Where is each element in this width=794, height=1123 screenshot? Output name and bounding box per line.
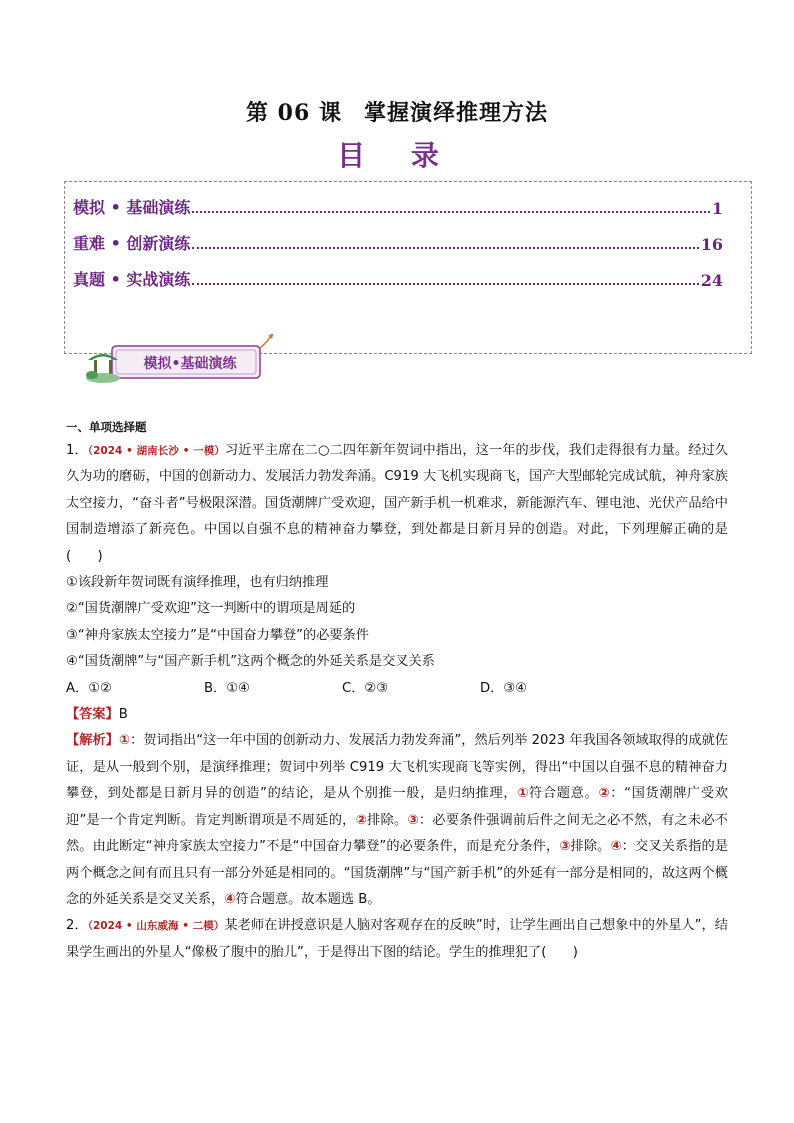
lesson-number: 第 06 课	[246, 100, 342, 126]
toc-item-label: 真题 • 实战演练	[73, 270, 191, 289]
question-text: 某老师在讲授意识是人脑对客观存在的反映”时，让学生画出自己想象中的外星人”，结果学生画出的外星人“像极了腹中的胎儿”，于是得出下图的结论。学生的推理犯了( )	[66, 918, 728, 960]
option-a[interactable]: A．①②	[66, 680, 112, 696]
badge-label: 模拟•基础演练	[143, 356, 237, 372]
statement: ②“国货潮牌广受欢迎”这一判断中的谓项是周延的	[66, 601, 356, 617]
analysis-text	[66, 733, 728, 906]
toc-item-2[interactable]	[73, 230, 723, 254]
question-2	[66, 913, 728, 966]
question-source: （2024 • 湖南长沙 • 一模）	[87, 445, 225, 457]
answer-line	[66, 702, 728, 728]
analysis-run: 排除。	[570, 839, 611, 855]
analysis-marker: ③	[407, 812, 419, 828]
toc-item-page: 1	[711, 199, 723, 218]
answer-options	[66, 676, 728, 702]
analysis-marker: ①	[118, 733, 131, 749]
statement: ①该段新年贺词既有演绎推理，也有归纳推理	[66, 575, 329, 591]
analysis-run: ：贺词指出“这一年中国的创新动力、发展活力勃发奔涌”，然后列举 2023 年我国各领域取得的成就佐证，是从一般到个别，是演绎推理；贺词中列举 C919 大飞机实现商飞等实例，得出“中国以自强不息的精神奋力攀登，到处都是日新月异的创造”的结论，是从个别推一般，是归纳推理，	[66, 733, 729, 802]
analysis-marker: ②	[598, 786, 611, 802]
toc-item-3[interactable]	[73, 266, 723, 290]
statement: ③“神舟家族太空接力”是“中国奋力攀登”的必要条件	[66, 627, 369, 643]
option-d[interactable]: D．③④	[480, 680, 527, 696]
option-c[interactable]: C．②③	[342, 680, 389, 696]
toc-item-label: 重难 • 创新演练	[73, 234, 191, 253]
option-b[interactable]: B．①④	[204, 680, 250, 696]
analysis-run: ：“国货潮牌广受欢迎”是一个肯定判断。肯定判断谓项是不周延的，	[66, 786, 728, 828]
toc-heading: 目 录	[337, 139, 457, 172]
lesson-topic: 掌握演绎推理方法	[363, 100, 548, 126]
analysis-run: 排除。	[367, 812, 408, 828]
question-number: 2．	[66, 918, 88, 934]
toc-leader-dots	[192, 282, 698, 285]
toc-leader-dots	[192, 246, 698, 249]
pavilion-icon	[84, 348, 122, 384]
analysis-marker: ④	[224, 891, 236, 907]
toc-item-label: 模拟 • 基础演练	[73, 198, 191, 217]
analysis-marker: ③	[559, 839, 571, 855]
question-1-stem	[66, 438, 728, 570]
analysis-marker: ①	[517, 786, 530, 802]
question-source: （2024 • 山东威海 • 二模）	[87, 920, 225, 933]
analysis-marker: ④	[610, 839, 622, 855]
analysis-run: 符合题意。故本题选 B。	[235, 891, 381, 907]
statement: ④“国货潮牌”与“国产新手机”这两个概念的外延关系是交叉关系	[66, 654, 435, 670]
analysis-label: 【解析】	[66, 733, 119, 749]
answer-value: B	[118, 707, 128, 723]
analysis-paragraph	[66, 728, 728, 913]
analysis-run: ：交叉关系指的是两个概念之间有而且只有一部分外延是相同的。“国货潮牌”与“国产新手机”的外延有一部分是相同的，故这两个概念的外延关系是交叉关系，	[66, 839, 729, 907]
toc-box	[64, 181, 752, 354]
toc-item-page: 16	[700, 235, 723, 254]
toc-leader-dots	[192, 210, 709, 213]
question-number: 1．	[66, 443, 88, 458]
toc-item-page: 24	[700, 271, 723, 290]
analysis-run: 符合题意。	[529, 786, 599, 802]
page-title	[0, 96, 794, 127]
section-title: 一、单项选择题	[66, 420, 147, 434]
analysis-marker: ②	[355, 812, 368, 828]
answer-label: 【答案】	[66, 707, 119, 723]
question-1	[66, 438, 728, 966]
analysis-run: ：必要条件强调前后件之间无之必不然，有之未必不然。由此断定“神舟家族太空接力”不是“中国奋力攀登”的必要条件，而是充分条件，	[66, 812, 728, 855]
question-text: 习近平主席在二○二四年新年贺词中指出，这一年的步伐，我们走得很有力量。经过久久为功的磨砺，中国的创新动力、发展活力勃发奔涌。C919 大飞机实现商飞，国产大型邮轮完成试航，神舟家族太空接力，“奋斗者”号极限深潜。国货潮牌广受欢迎，国产新手机一机难求，新能源汽车、锂电池、光伏产品给中国制造增添了新亮色。中国以自强不息的精神奋力攀登，到处都是日新月异的创造。对此，下列理解正确的是( )	[66, 443, 728, 564]
toc-item-1[interactable]	[73, 194, 723, 218]
section-badge	[84, 334, 284, 386]
